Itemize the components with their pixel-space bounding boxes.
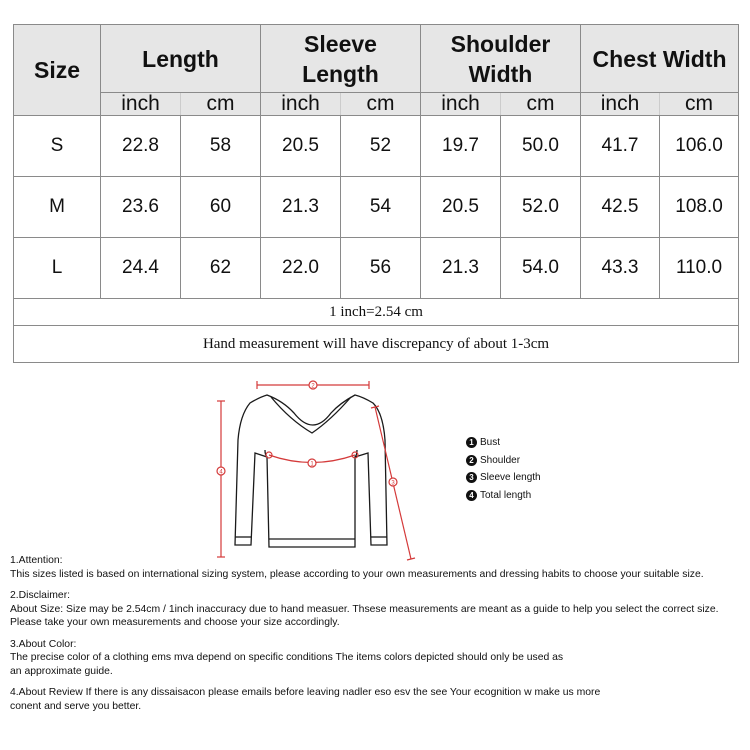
marker-2: 2: [311, 383, 315, 390]
table-cell: 21.3: [261, 177, 341, 238]
table-cell: 52: [341, 116, 421, 177]
note-line: conent and serve you better.: [10, 700, 142, 712]
sweater-diagram: [205, 375, 435, 565]
note-title: 3.About Color:: [10, 638, 77, 650]
note-line: Please take your own measurements and choose your size accordingly.: [10, 617, 340, 628]
unit-cell: cm: [660, 93, 739, 116]
table-cell: 43.3: [581, 238, 660, 299]
note-line: 4.About Review If there is any dissaisacon please emails before leaving nadler eso esv the see Your ecognition w make us more: [10, 687, 601, 698]
notes-section: [10, 554, 745, 721]
table-cell: 42.5: [581, 177, 660, 238]
note-title: 2.Disclaimer:: [10, 590, 71, 601]
table-cell: 21.3: [421, 238, 501, 299]
table-row: [14, 238, 739, 299]
header-shoulder-width: Shoulder Width: [421, 25, 581, 93]
unit-cell: cm: [181, 93, 261, 116]
note-line: This sizes listed is based on international sizing system, please according to your own measurements and dressing habits to choose your suitable size.: [10, 568, 704, 580]
table-cell: 50.0: [501, 116, 581, 177]
table-cell: 20.5: [261, 116, 341, 177]
legend-label: Bust: [480, 437, 501, 449]
table-units-row: [14, 93, 739, 116]
diagram-legend: [466, 434, 541, 504]
table-cell: 60: [181, 177, 261, 238]
conversion-row: [14, 299, 739, 326]
legend-number: 4: [466, 490, 477, 501]
legend-item-total-length: [466, 487, 541, 505]
table-cell: 56: [341, 238, 421, 299]
table-cell: 22.8: [101, 116, 181, 177]
size-label: L: [14, 238, 101, 299]
table-header-row: [14, 25, 739, 93]
legend-label: Shoulder: [480, 454, 521, 466]
size-chart-table: [13, 24, 739, 363]
table-cell: 54.0: [501, 238, 581, 299]
unit-cell: cm: [501, 93, 581, 116]
size-label: M: [14, 177, 101, 238]
table-cell: 20.5: [421, 177, 501, 238]
marker-4: 4: [219, 469, 223, 476]
note-line: About Size: Size may be 2.54cm / 1inch inaccuracy due to hand measuer. Thsese measurements are meant as a guide to help you select the correct size.: [10, 603, 719, 615]
unit-cell: inch: [581, 93, 660, 116]
table-cell: 19.7: [421, 116, 501, 177]
unit-cell: inch: [101, 93, 181, 116]
header-size: Size: [14, 25, 101, 116]
note-attention: [10, 554, 745, 581]
legend-number: 2: [466, 455, 477, 466]
table-cell: 58: [181, 116, 261, 177]
unit-cell: inch: [421, 93, 501, 116]
table-row: [14, 116, 739, 177]
table-cell: 41.7: [581, 116, 660, 177]
table-cell: 106.0: [660, 116, 739, 177]
header-length: Length: [101, 25, 261, 93]
table-cell: 22.0: [261, 238, 341, 299]
size-label: S: [14, 116, 101, 177]
discrepancy-row: [14, 326, 739, 363]
legend-number: 1: [466, 437, 477, 448]
header-sleeve-length: Sleeve Length: [261, 25, 421, 93]
table-row: [14, 177, 739, 238]
note-title: 1.Attention:: [10, 555, 63, 566]
sweater-outline: [235, 395, 387, 547]
table-cell: 23.6: [101, 177, 181, 238]
table-cell: 108.0: [660, 177, 739, 238]
legend-label: Total length: [480, 489, 532, 501]
note-disclaimer: [10, 589, 745, 630]
marker-3: 3: [391, 480, 395, 487]
note-line: The precise color of a clothing ems mva depend on specific conditions The items colors depicted should only be used as: [10, 652, 564, 663]
note-line: an approximate guide.: [10, 665, 113, 677]
marker-1: 1: [310, 461, 314, 468]
legend-item-shoulder: [466, 452, 541, 470]
table-cell: 52.0: [501, 177, 581, 238]
table-cell: 54: [341, 177, 421, 238]
conversion-note: 1 inch=2.54 cm: [14, 299, 739, 326]
note-review: [10, 686, 745, 713]
unit-cell: cm: [341, 93, 421, 116]
note-color: [10, 638, 745, 679]
legend-item-bust: [466, 434, 541, 452]
header-chest-width: Chest Width: [581, 25, 739, 93]
discrepancy-note: Hand measurement will have discrepancy of about 1-3cm: [14, 326, 739, 363]
total-length-measure: [217, 401, 225, 557]
unit-cell: inch: [261, 93, 341, 116]
legend-item-sleeve-length: [466, 469, 541, 487]
table-cell: 62: [181, 238, 261, 299]
table-cell: 24.4: [101, 238, 181, 299]
legend-number: 3: [466, 472, 477, 483]
table-cell: 110.0: [660, 238, 739, 299]
legend-label: Sleeve length: [480, 472, 541, 484]
